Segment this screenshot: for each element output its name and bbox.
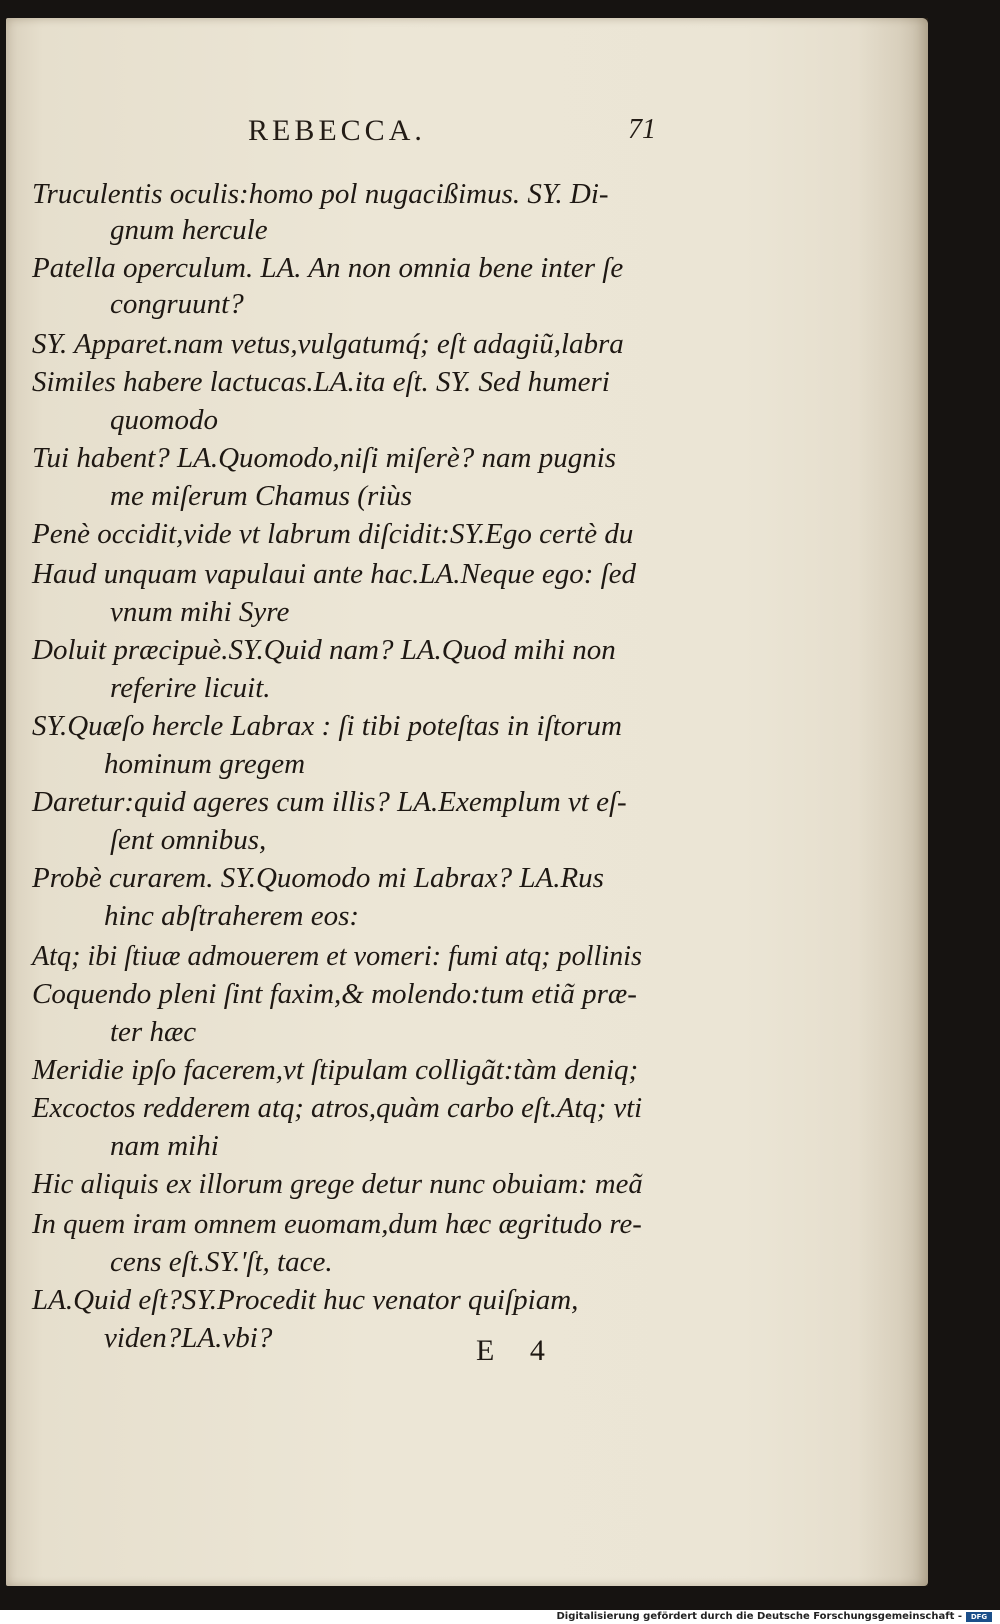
text-line: Truculentis oculis:homo pol nugacißimus. SY. Di- (32, 178, 609, 210)
text-line: Probè curarem. SY.Quomodo mi Labrax? LA.Rus (32, 862, 604, 894)
funding-credit: Digitalisierung gefördert durch die Deutsche Forschungsgemeinschaft - (556, 1611, 962, 1622)
text-line: Penè occidit,vide vt labrum diſcidit:SY.Ego certè du (32, 518, 634, 550)
text-line: Daretur:quid ageres cum illis? LA.Exemplum vt eſ- (32, 786, 627, 818)
text-line: Meridie ipſo facerem,vt ſtipulam colligãt:tàm deniq; (32, 1054, 639, 1086)
text-line: cens eſt.SY.'ſt, tace. (110, 1246, 333, 1278)
text-line: Excoctos redderem atq; atros,quàm carbo eſt.Atq; vti (32, 1092, 643, 1124)
page-header (6, 114, 928, 154)
text-line: Patella operculum. LA. An non omnia bene inter ſe (32, 252, 624, 284)
text-line: Hic aliquis ex illorum grege detur nunc obuiam: meã (32, 1168, 643, 1200)
text-line: viden?LA.vbi? (104, 1322, 273, 1354)
text-line: ter hæc (110, 1016, 197, 1048)
text-line: nam mihi (110, 1130, 219, 1162)
text-line: ſent omnibus, (110, 824, 267, 856)
text-line: Doluit præcipuè.SY.Quid nam? LA.Quod mihi non (32, 634, 616, 666)
text-line: Atq; ibi ſtiuæ admouerem et vomeri: fumi atq; pollinis (32, 940, 642, 972)
text-line: SY. Apparet.nam vetus,vulgatumq́; eſt adagiũ,labra (32, 328, 624, 360)
text-line: Coquendo pleni ſint faxim,& molendo:tum etiã præ- (32, 978, 637, 1010)
text-line: quomodo (110, 404, 218, 436)
text-line: SY.Quæſo hercle Labrax : ſi tibi poteſtas in iſtorum (32, 710, 622, 742)
text-line: hominum gregem (104, 748, 306, 780)
text-line: Haud unquam vapulaui ante hac.LA.Neque ego: ſed (32, 558, 637, 590)
running-head: REBECCA. (248, 114, 426, 147)
text-line: In quem iram omnem euomam,dum hæc ægritudo re- (32, 1208, 642, 1240)
text-line: gnum hercule (110, 214, 268, 246)
footer-bar (0, 1610, 1000, 1624)
text-line: hinc abſtraherem eos: (104, 900, 360, 932)
page-edge-shadow (858, 18, 928, 1586)
page-number: 71 (628, 114, 656, 145)
text-line: congruunt? (110, 288, 244, 320)
book-page (6, 18, 928, 1586)
text-line: me miſerum Chamus (riùs (110, 480, 413, 512)
text-line: referire licuit. (110, 672, 271, 704)
signature-mark: E 4 (476, 1334, 559, 1367)
text-line: Tui habent? LA.Quomodo,niſi miſerè? nam pugnis (32, 442, 617, 474)
text-line: vnum mihi Syre (110, 596, 290, 628)
text-line: LA.Quid eſt?SY.Procedit huc venator quiſpiam, (32, 1284, 579, 1316)
dfg-logo: DFG (966, 1612, 992, 1622)
text-line: Similes habere lactucas.LA.ita eſt. SY. Sed humeri (32, 366, 610, 398)
